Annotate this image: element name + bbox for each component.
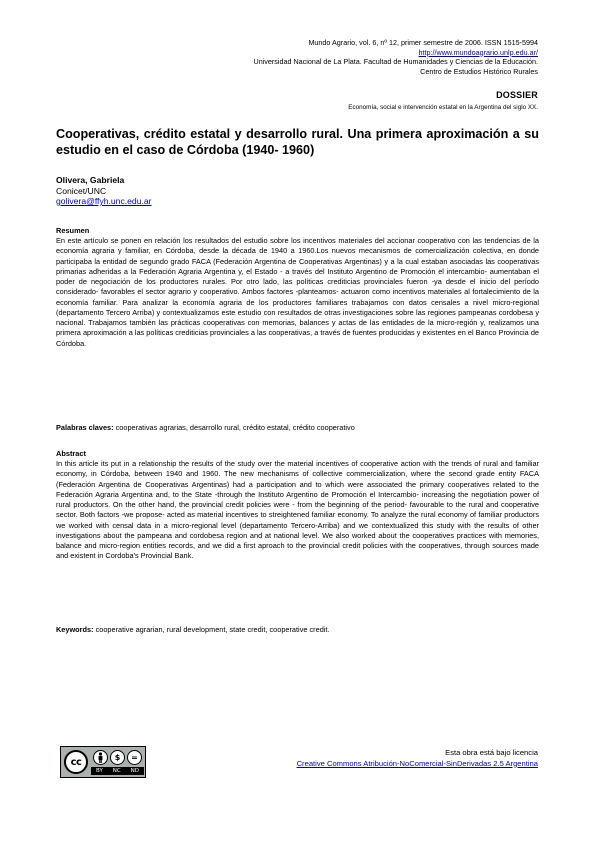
journal-citation: Mundo Agrario, vol. 6, nº 12, primer semestre de 2006. ISSN 1515-5994	[308, 38, 538, 47]
palabras-claves	[56, 423, 539, 433]
journal-header	[138, 38, 538, 76]
keywords-label: Keywords:	[56, 625, 94, 634]
resumen-heading: Resumen	[56, 226, 90, 235]
person-glyph-icon	[96, 752, 105, 763]
license-statement: Esta obra está bajo licencia	[445, 748, 538, 757]
palabras-label: Palabras claves:	[56, 423, 114, 432]
keywords-line	[56, 625, 539, 635]
cc-terms-strip	[91, 767, 144, 775]
keywords-text: cooperative agrarian, rural development, state credit, cooperative credit.	[93, 625, 330, 634]
attribution-person-icon	[93, 750, 108, 765]
author-block	[56, 175, 356, 207]
author-email-link[interactable]: golivera@ffyh.unc.edu.ar	[56, 196, 152, 206]
noncommercial-icon: $	[110, 750, 125, 765]
author-name: Olivera, Gabriela	[56, 175, 125, 185]
abstract-text: In this article its put in a relationship the results of the study over the material incentives of cooperative action with the trends of rural and familiar economy, in Córdoba, between 1940 and 1960. The new mechanisms of collective commercialization, where the second grade entity FACA (Federación Argentina de Cooperativas Argentinas) had a participation and to which were associated the primary cooperatives related to the Federación Agraria Argentina and, to the State -through the Instituto Argentino de Promoción el Intercambio- increasing the negotiation power of rural productors. On the other hand, the provincial credit policies were - from the beginning of the period- favourable to the rural and cooperative sector. Both factors -we propose- acted as material incentives to streightened familiar economy. To analyze the rural economy of familiar productors we worked with censal data in a micro-regional level (departamento Tercero-Arriba) and we contextualized this study with the results of other investigations about the pampeana and cordobesa region and at national level. We also worked about the cooperatives practices with memories, balance and micro-region entities records, and we did a first aproach to the provincial credit policies with the cooperatives, through sources made and existent in Cordoba's Provincial Bank.	[56, 459, 539, 561]
noderivatives-icon: =	[127, 750, 142, 765]
journal-url-link[interactable]: http://www.mundoagrario.unlp.edu.ar/	[418, 47, 538, 57]
institution-line: Universidad Nacional de La Plata. Facultad de Humanidades y Ciencias de la Educación.	[253, 57, 538, 66]
cc-logo-icon: cc	[64, 750, 88, 774]
article-title: Cooperativas, crédito estatal y desarrollo rural. Una primera aproximación a su estudio en el caso de Córdoba (1940- 1960)	[56, 127, 539, 157]
cc-license-badge[interactable]	[60, 746, 146, 778]
palabras-text: cooperativas agrarias, desarrollo rural, crédito estatal, crédito cooperativo	[113, 423, 355, 432]
abstract-heading: Abstract	[56, 449, 86, 458]
resumen-text: En este artículo se ponen en relación los resultados del estudio sobre los incentivos materiales del accionar cooperativo con las tendencias de la economía agraria y familiar, en Córdoba, desde la década de 1940 a 1960.Los nuevos mecanismos de comercialización colectiva, en donde participaba la entidad de segundo grado FACA (Federación Argentina de Cooperativas Argentinas) y a la cual estaban asociadas las cooperativas primarias adheridas a la Federación Agraria Argentina y, el Estado - a través del Instituto Argentino de Promoción el intercambio- aumentaban el poder de negociación de los productores rurales. Por otro lado, las políticas crediticias provinciales fueron -ya desde el inicio del período considerado- favorables el sector agrario y cooperativo. Ambos factores -planteamos- actuaron como incentivos materiales al fortalecimiento de la economía familiar. Para analizar la economía agraria de los productores familiares trabajamos con datos censales a nivel micro-regional (departamento Tercero Arriba) y contextualizamos este estudio con resultados de otras investigaciones sobre las regiones pampeanas cordobesa y nacional. Trabajamos también las prácticas cooperativas con memorias, balances y actas de las entidades de la micro-región y, realizamos una primera aproximación a las políticas crediticias provinciales a las cooperativas, a través de fuentes producidas y existentes en el Banco Provincia de Córdoba.	[56, 236, 539, 348]
cc-by-label: BY	[95, 768, 103, 774]
license-link[interactable]: Creative Commons Atribución-NoComercial-SinDerivadas 2.5 Argentina	[296, 758, 538, 768]
author-affiliation: Conicet/UNC	[56, 185, 107, 196]
cc-nc-label: NC	[112, 768, 121, 774]
section-label: DOSSIER	[496, 90, 538, 100]
center-line: Centro de Estudios Histórico Rurales	[420, 66, 538, 76]
section-subtitle: Economía, social e intervención estatal en la Argentina del siglo XX.	[348, 104, 538, 111]
cc-nd-label: ND	[130, 768, 140, 774]
license-notice	[297, 748, 538, 769]
